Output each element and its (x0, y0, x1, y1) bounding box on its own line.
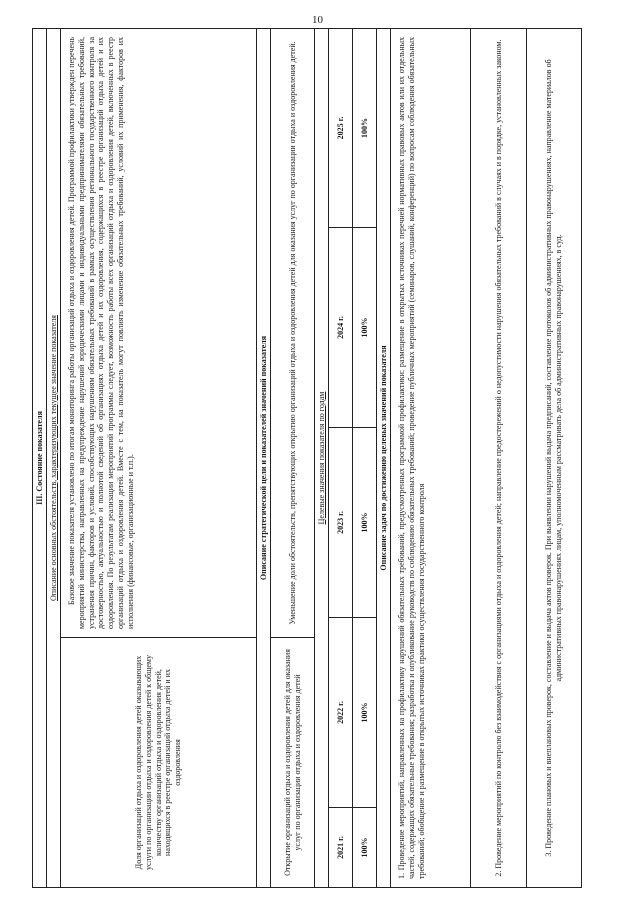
task-row (391, 29, 471, 887)
target-values-header: Целевые значения показателя по годам (315, 29, 329, 887)
year-cell: 2025 г. (335, 116, 345, 140)
year-cell: 2023 г. (329, 427, 352, 617)
page-number: 10 (312, 14, 323, 26)
strategic-goal: Открытие организаций отдыха и оздоровления детей для оказания услуг по организации отдыха и оздоровления детей (271, 637, 314, 887)
value-cell: 100% (353, 807, 376, 887)
strategic-header: Описание стратегической цели и показателей значений показателя (257, 29, 271, 887)
year-cell: 2021 г. (329, 807, 352, 887)
strategic-reduction: Уменьшение доли обстоятельств, препятствующих открытию организаций отдыха и оздоровления детей для оказания услуг по организации отдыха и оздоровления детей. (287, 41, 297, 625)
task-row (471, 29, 527, 887)
task-text: 1. Проведение мероприятий, направленных на профилактику нарушений обязательных требований, предусмотренных программой профилактики: размещение в открытых источниках перечней нормативных правовых актов или их отдельных частей, содержащих обязательные требования; разработка и опубликование руководств по соблюдению обязательных требований; проведение публичных мероприятий (семинаров, слушаний, конференций) по вопросам соблюдения обязательных требований; обобщение и размещение в открытых источниках практики осуществления государственного контроля (397, 37, 426, 879)
tasks-header: Описание задач по достижению целевых значений показателя (377, 29, 391, 887)
section-title: III. Состояние показателя (33, 29, 47, 887)
current-state-description: Базовое значение показателя установлено по итогам мониторинга работы организаций отдыха и оздоровления детей. Программой профилактики утвержден перечень мероприятий министерства, направленных на предупреждение нарушений юридическими лицами и индивидуальными предпринимателями обязательных требований, устранения причин, факторов и условий, способствующих нарушениям обязательных требований в рамках осуществления регионального государственного контроля за достоверностью, актуальностью и полнотой сведений об организациях отдыха детей и их оздоровления, содержащихся в реестре организаций отдыха детей и их оздоровления. По результатам реализации мероприятий программы следует, возможность работы всех организаций отдыха и оздоровления детей, включенных в реестр организаций отдыха и оздоровления детей. Вместе с тем, на показатель могут повлиять изменение обязательных требований, условий их применения, факторов их исполнения (финансовые, организационные и т.п.). (67, 37, 135, 629)
value-cell: 100% (353, 617, 376, 807)
current-state-row (61, 29, 257, 887)
years-row (329, 29, 353, 887)
task-row (527, 29, 581, 887)
current-state-header: Описание основных обстоятельств, характеризующих текущее значение показателя (47, 29, 61, 887)
values-row (353, 29, 377, 887)
rotated-table (32, 28, 582, 888)
strategic-row (271, 29, 315, 887)
value-cell: 100% (359, 118, 369, 138)
year-cell: 2024 г. (329, 227, 352, 427)
value-cell: 100% (353, 227, 376, 427)
task-text: 2. Проведение мероприятий по контролю без взаимодействия с организациями отдыха и оздоровления детей; направление предостережений о недопустимости нарушения обязательных требований в случаях и в порядке, установленных законом. (493, 39, 503, 877)
year-cell: 2022 г. (329, 617, 352, 807)
indicator-name: Доля организаций отдыха и оздоровления детей оказывающих услуги по организации отдыха и оздоровления детей к общему количеству организаций отдыха и оздоровления детей, находящихся в реестре организаций отдыха детей и их оздоровления (61, 637, 256, 887)
task-text: 3. Проведение плановых и внеплановых проверок, составление и выдача актов проверок. При выявлении нарушений выдача предписаний, составление протоколов об административных правонарушениях, направление материалов об административных правонарушениях лицам, уполномоченным рассматривать дела об административных правонарушениях, в суд. (544, 59, 563, 857)
value-cell: 100% (353, 427, 376, 617)
